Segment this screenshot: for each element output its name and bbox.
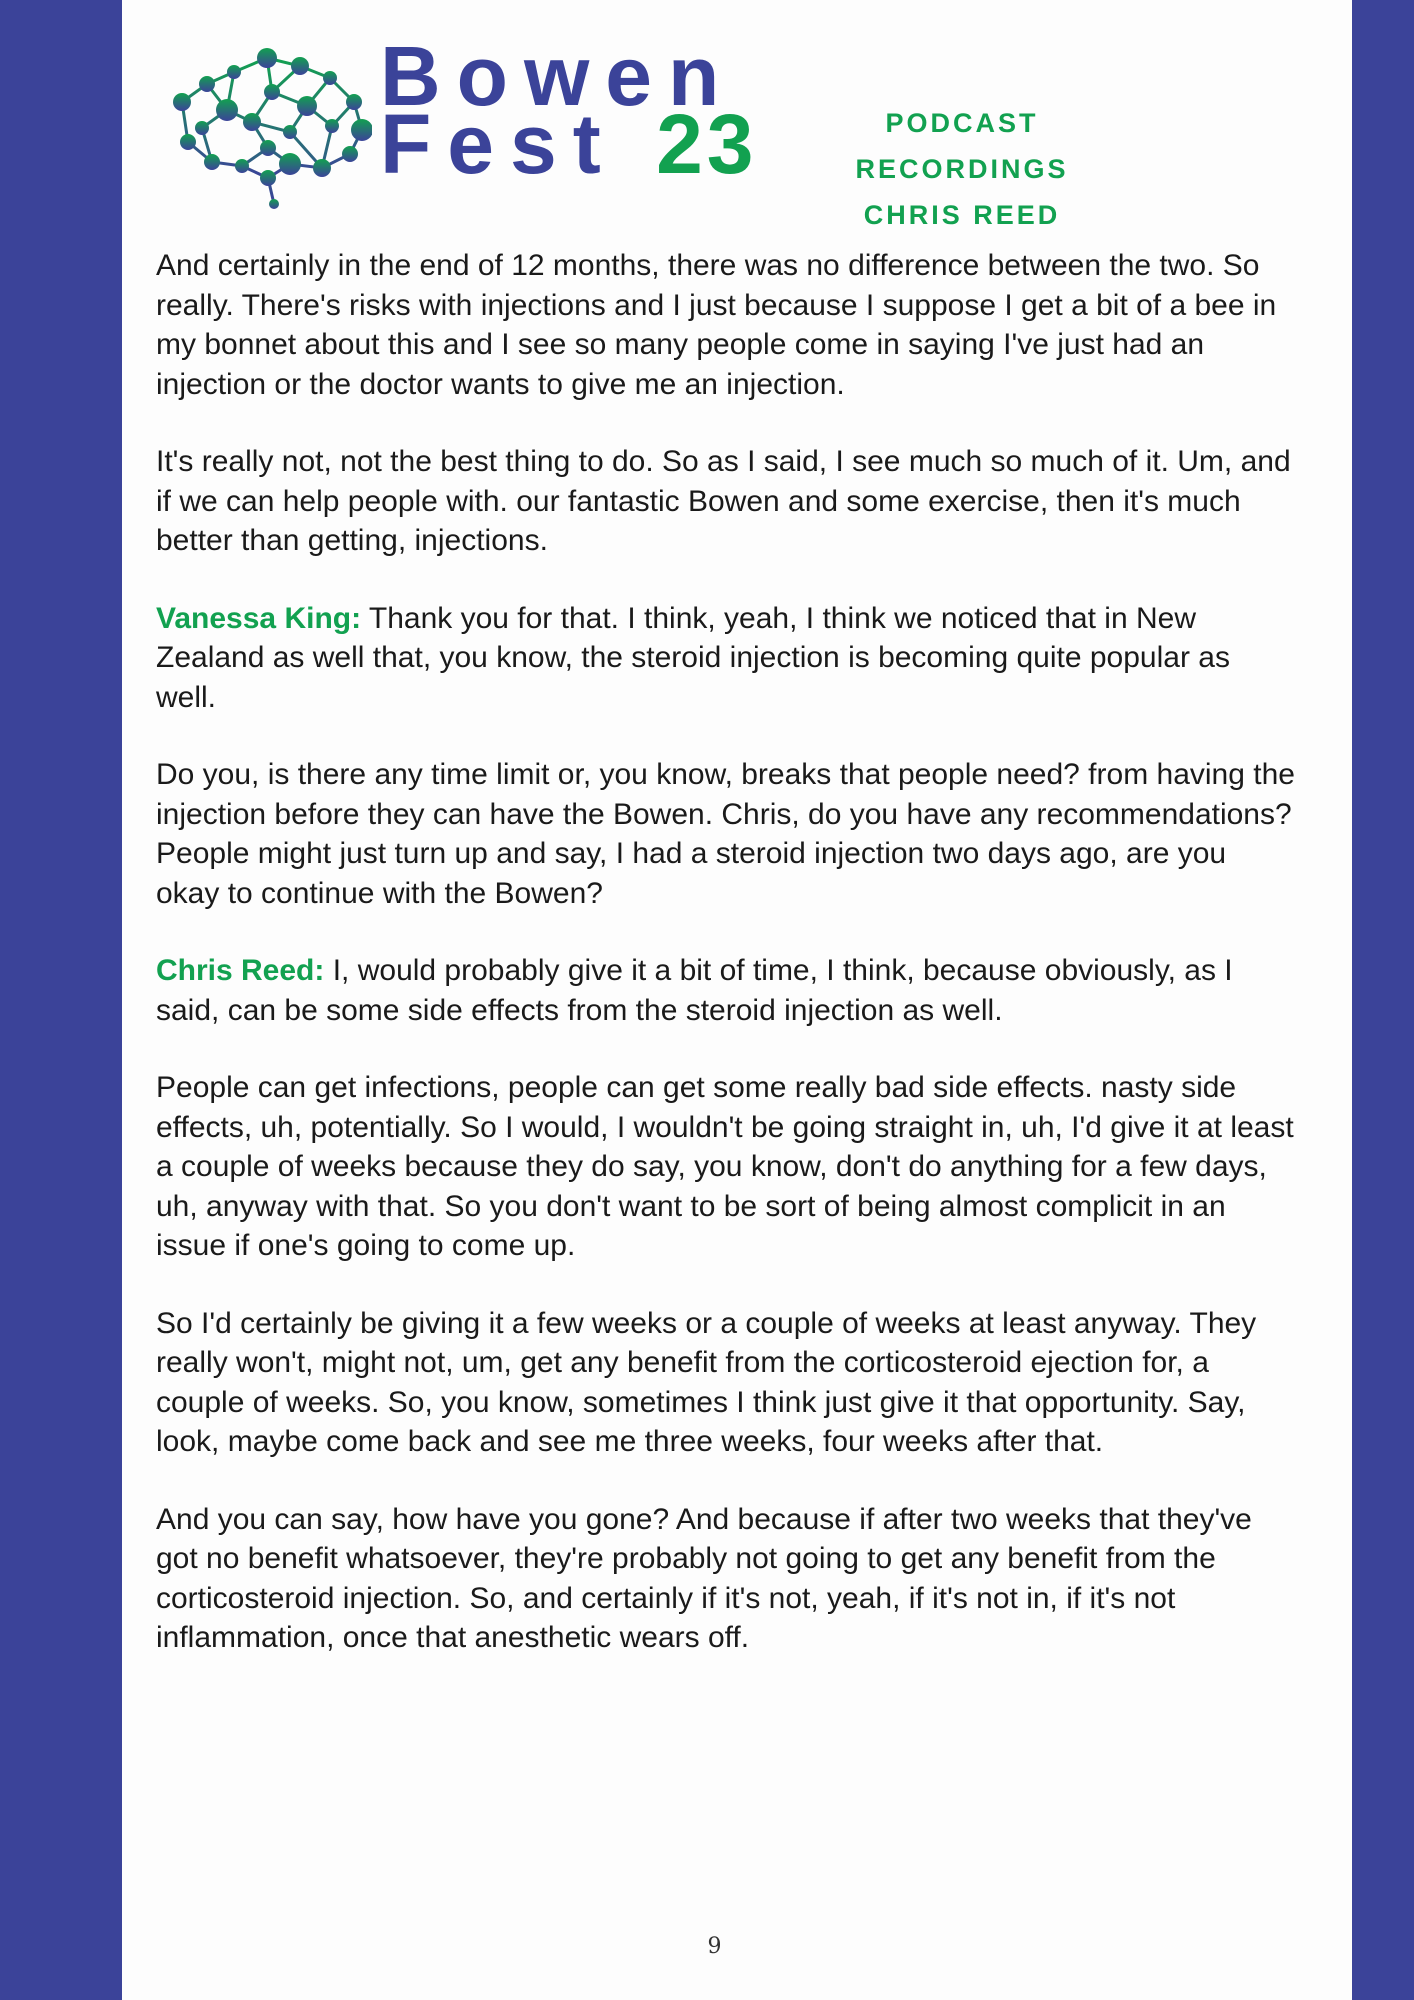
page-header — [122, 0, 1352, 230]
speaker-label: Vanessa King: — [156, 601, 362, 635]
brain-network-logo-icon — [172, 44, 372, 214]
brand-fest: Fest — [380, 97, 617, 191]
transcript-paragraph: People can get infections, people can get some really bad side effects. nasty side effects, uh, potentially. So I would, I wouldn't be going straight in, uh, I'd give it at least a couple of weeks because they do say, you know, don't do anything for a few days, uh, anyway with that. So you don't want to be sort of being almost complicit in an issue if one's going to come up. — [156, 1071, 1294, 1262]
section-subtitle: CHRIS REED — [863, 200, 1061, 230]
transcript-paragraph: So I'd certainly be giving it a few weeks or a couple of weeks at least anyway. They really won't, might not, um, get any benefit from the corticosteroid ejection for, a couple of weeks. So, you know, sometimes I think just give it that opportunity. Say, look, maybe come back and see me three weeks, four weeks after that. — [156, 1306, 1257, 1458]
page-number: 9 — [707, 1934, 722, 1959]
transcript-paragraph: It's really not, not the best thing to do. So as I said, I see much so much of it. Um, and if we can help people with. our fantastic Bowen and some exercise, then it's much better than getting, injections. — [156, 445, 1291, 557]
transcript-paragraph: And certainly in the end of 12 months, there was no difference between the two. So really. There's risks with injections and I just because I suppose I get a bit of a bee in my bonnet about this and I see so many people come in saying I've just had an injection or the doctor wants to give me an injection. — [156, 249, 1277, 401]
header-section-info — [782, 100, 1142, 238]
transcript-paragraph — [156, 599, 1296, 718]
brand-line-2 — [380, 97, 758, 191]
transcript-paragraph: Do you, is there any time limit or, you know, breaks that people need? from having the injection before they can have the Bowen. Chris, do you have any recommendations? People might just turn up and say, I had a steroid injection two days ago, are you okay to continue with the Bowen? — [156, 758, 1295, 910]
transcript-body — [156, 246, 1296, 1696]
brand-year: 23 — [656, 97, 758, 191]
speaker-text: Thank you for that. I think, yeah, I think we noticed that in New Zealand as well that, you know, the steroid injection is becoming quite popular as well. — [156, 601, 1230, 714]
section-title: PODCAST RECORDINGS — [855, 108, 1069, 184]
brand-wordmark — [380, 29, 758, 191]
transcript-paragraph: And you can say, how have you gone? And because if after two weeks that they've got no benefit whatsoever, they're probably not going to get any benefit from the corticosteroid injection. So, and certainly if it's not, yeah, if it's not in, if it's not inflammation, once that anesthetic wears off. — [156, 1502, 1252, 1654]
transcript-paragraph — [156, 951, 1296, 1030]
speaker-text: I, would probably give it a bit of time, I think, because obviously, as I said, can be some side effects from the steroid injection as well. — [156, 954, 1233, 1027]
document-page — [122, 0, 1352, 2000]
brand-line-1: Bowen — [380, 29, 736, 123]
speaker-label: Chris Reed: — [156, 954, 325, 987]
